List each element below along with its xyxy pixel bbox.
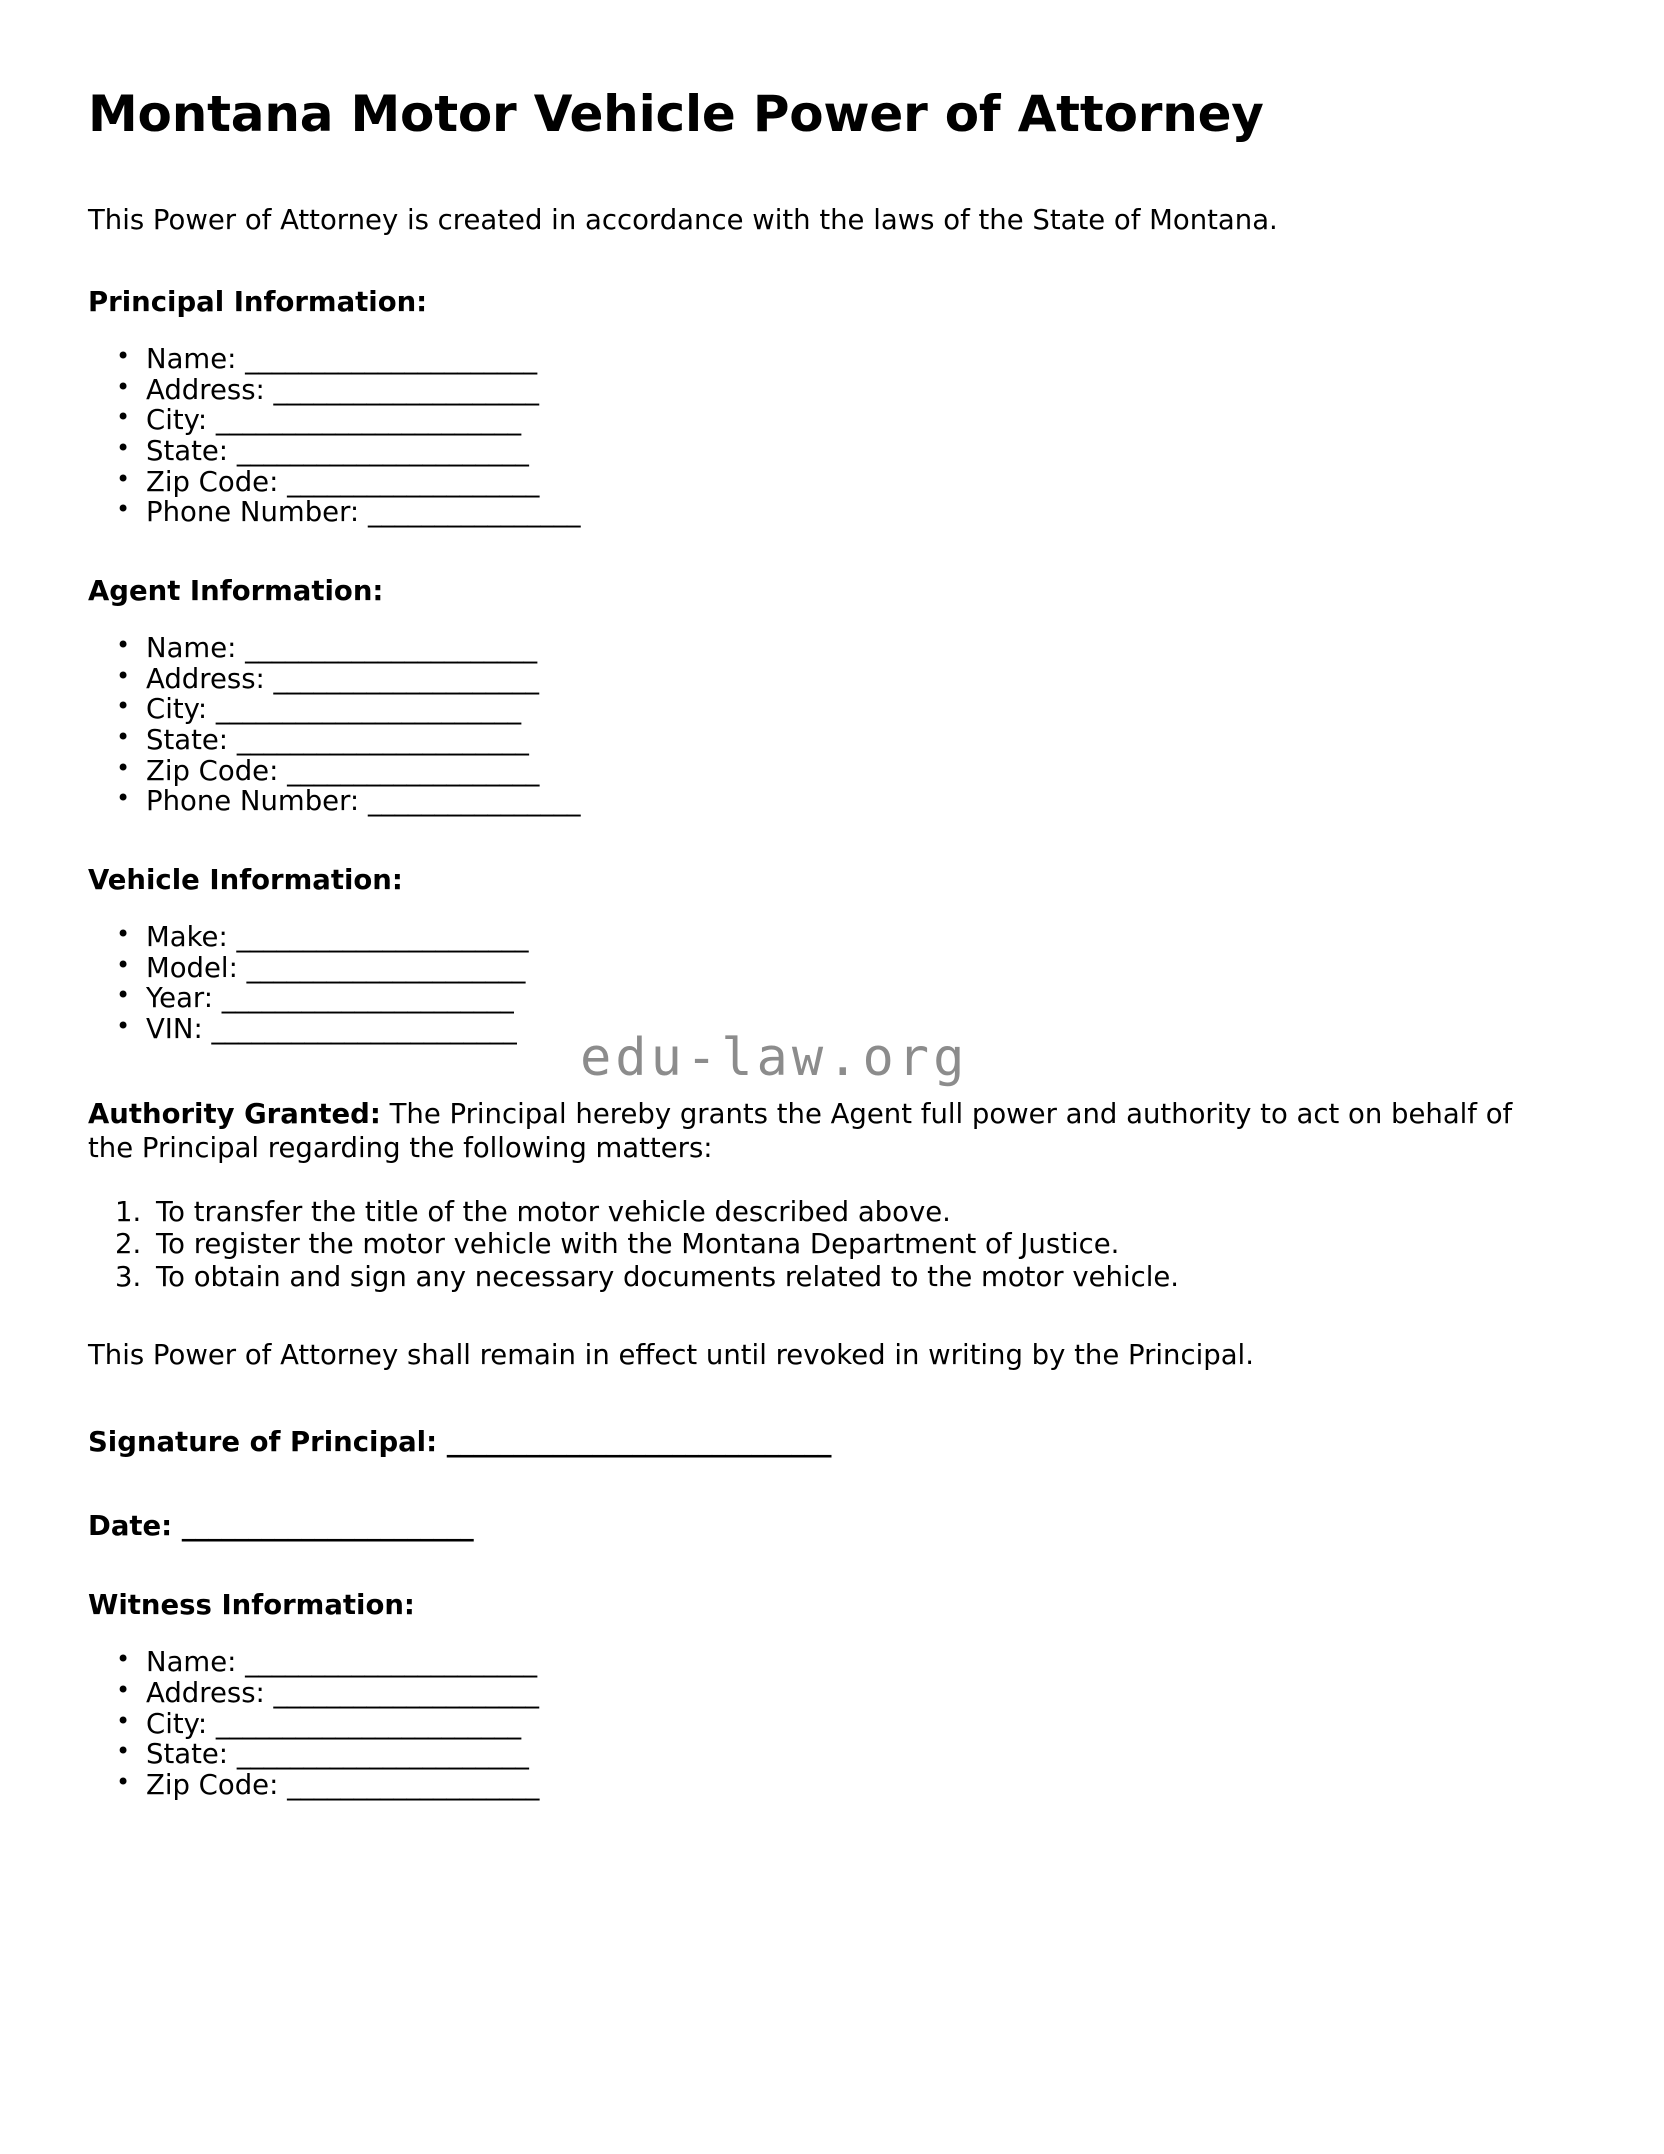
witness-field-list: [88, 1647, 1574, 1800]
field-label: Address:: [146, 662, 265, 695]
list-item: 3. To obtain and sign any necessary documents related to the motor vehicle.: [150, 1261, 1574, 1293]
field-label: Address:: [146, 373, 265, 406]
list-item: [146, 1647, 1574, 1678]
vehicle-field-list: [88, 922, 1574, 1045]
field-blank[interactable]: ____________________: [273, 1677, 539, 1709]
field-label: Phone Number:: [146, 785, 360, 818]
field-blank[interactable]: ______________________: [236, 724, 529, 757]
field-label: Zip Code:: [146, 1768, 279, 1801]
field-label: City:: [146, 693, 208, 726]
field-blank[interactable]: ______________________: [245, 343, 537, 376]
agent-information-heading: Agent Information:: [88, 575, 384, 608]
list-item: [146, 1678, 1574, 1709]
field-label: Make:: [146, 921, 228, 953]
list-item: [146, 497, 1574, 528]
field-blank[interactable]: ______________________: [236, 921, 528, 953]
field-label: Model:: [146, 951, 238, 984]
principal-information-heading: Principal Information:: [88, 286, 428, 319]
field-blank[interactable]: ______________________: [245, 1646, 537, 1679]
field-blank[interactable]: ______________________: [245, 632, 537, 665]
signature-label: Signature of Principal:: [88, 1426, 438, 1459]
authority-granted-label: Authority Granted:: [88, 1097, 381, 1130]
list-item: [146, 1739, 1574, 1770]
field-blank[interactable]: ______________________: [236, 1738, 529, 1771]
field-blank[interactable]: ______________________: [236, 435, 529, 468]
field-blank[interactable]: ____________________: [273, 662, 539, 695]
field-label: Name:: [146, 343, 237, 376]
agent-field-list: [88, 633, 1574, 817]
field-blank[interactable]: ________________: [367, 785, 580, 818]
field-blank[interactable]: ___________________: [287, 465, 539, 498]
signature-of-principal-line: [88, 1426, 1574, 1458]
field-label: City:: [146, 1707, 208, 1740]
list-item: [146, 953, 1574, 984]
field-blank[interactable]: ______________________: [221, 982, 514, 1015]
date-blank[interactable]: ______________________: [181, 1510, 474, 1543]
list-item: [146, 405, 1574, 436]
witness-information-heading: Witness Information:: [88, 1589, 415, 1622]
signature-blank[interactable]: _____________________________: [446, 1426, 831, 1459]
authority-granted-text: The Principal hereby grants the Agent full power and authority to act on behalf of the Principal regarding the following matters:: [88, 1097, 1513, 1165]
field-label: State:: [146, 435, 229, 468]
field-blank[interactable]: _______________________: [215, 693, 521, 726]
principal-field-list: [88, 344, 1574, 528]
list-item: 2. To register the motor vehicle with the Montana Department of Justice.: [150, 1228, 1574, 1260]
date-line: [88, 1510, 1574, 1542]
field-blank[interactable]: _______________________: [215, 404, 521, 437]
field-blank[interactable]: ____________________: [273, 373, 539, 406]
field-label: Zip Code:: [146, 465, 279, 498]
field-blank[interactable]: _______________________: [215, 1707, 521, 1740]
list-item: [146, 633, 1574, 664]
field-label: Zip Code:: [146, 754, 279, 787]
field-blank[interactable]: ___________________: [287, 1768, 539, 1801]
field-label: State:: [146, 1738, 229, 1771]
list-item: [146, 467, 1574, 498]
list-item: [146, 725, 1574, 756]
revocation-paragraph: This Power of Attorney shall remain in effect until revoked in writing by the Principal.: [88, 1339, 1254, 1372]
date-label: Date:: [88, 1510, 173, 1543]
field-label: VIN:: [146, 1012, 203, 1045]
field-label: Address:: [146, 1677, 265, 1709]
intro-paragraph: This Power of Attorney is created in accordance with the laws of the State of Montana.: [88, 204, 1278, 236]
field-label: Name:: [146, 1646, 237, 1679]
field-blank[interactable]: _____________________: [246, 951, 525, 984]
field-label: Name:: [146, 632, 237, 665]
vehicle-information-heading: Vehicle Information:: [88, 864, 403, 896]
field-label: Year:: [146, 982, 214, 1015]
field-label: Phone Number:: [146, 496, 360, 529]
page-title: Montana Motor Vehicle Power of Attorney: [88, 85, 1264, 143]
authority-granted-paragraph: [88, 1097, 1518, 1166]
list-item: [146, 664, 1574, 695]
list-item: [146, 1709, 1574, 1740]
list-item: [146, 922, 1574, 953]
list-item: [146, 375, 1574, 406]
field-label: City:: [146, 404, 208, 437]
site-watermark: edu-law.org: [580, 1028, 969, 1088]
list-item: [146, 1014, 1574, 1045]
field-blank[interactable]: ___________________: [287, 754, 539, 787]
list-item: [146, 786, 1574, 817]
authority-granted-list: [88, 1196, 1574, 1293]
list-item: [146, 344, 1574, 375]
field-blank[interactable]: ________________: [367, 496, 580, 529]
list-item: 1. To transfer the title of the motor vehicle described above.: [150, 1196, 1574, 1228]
list-item: [146, 694, 1574, 725]
field-label: State:: [146, 724, 229, 757]
field-blank[interactable]: _______________________: [211, 1012, 517, 1045]
list-item: [146, 1770, 1574, 1801]
list-item: [146, 983, 1574, 1014]
list-item: [146, 436, 1574, 467]
list-item: [146, 756, 1574, 787]
